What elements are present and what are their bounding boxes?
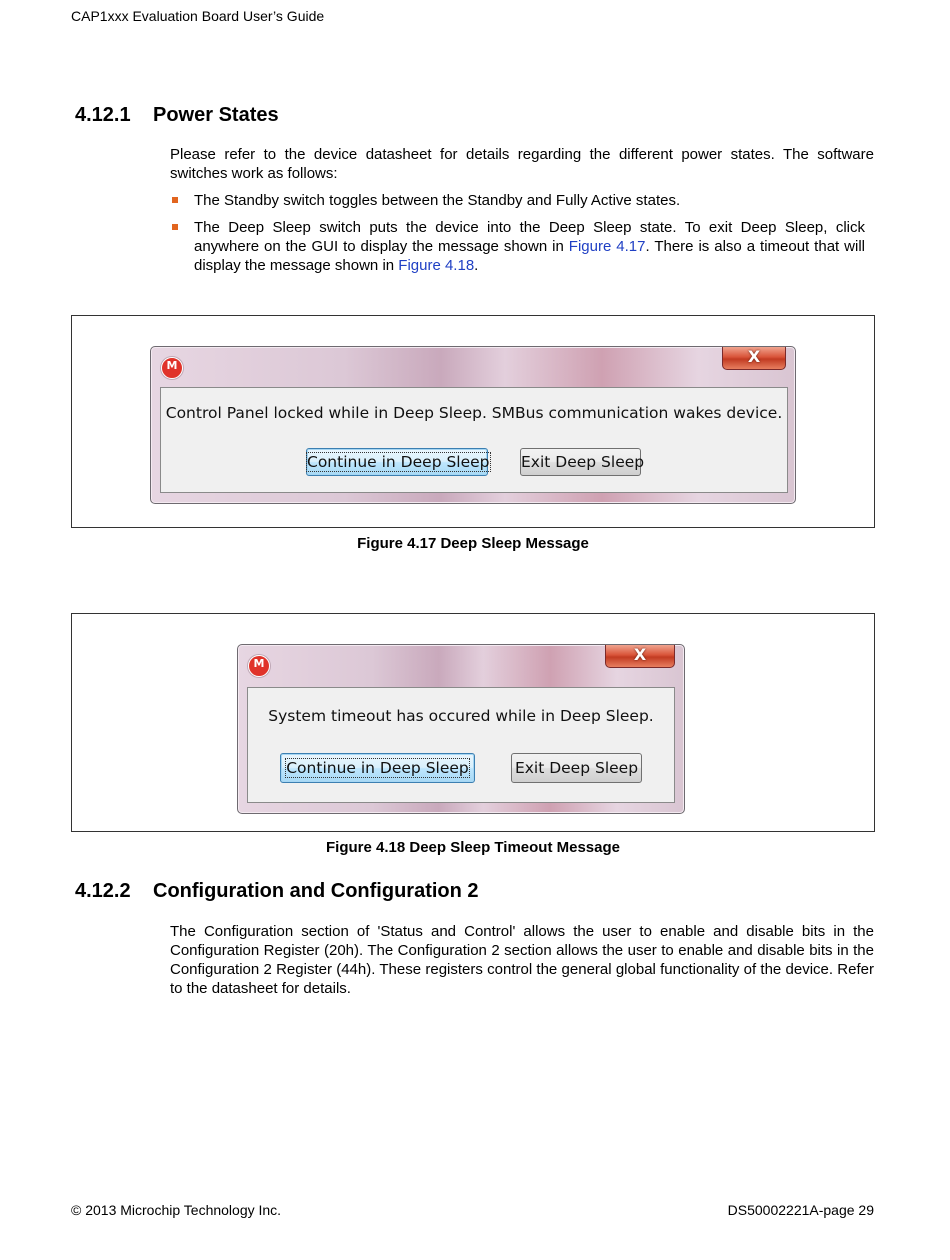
power-states-list <box>170 191 865 283</box>
exit-deep-sleep-button[interactable]: Exit Deep Sleep <box>520 448 641 476</box>
close-button[interactable] <box>722 347 786 370</box>
bullet-icon <box>172 224 178 230</box>
figure-4-17-caption: Figure 4.17 Deep Sleep Message <box>357 535 589 552</box>
timeout-dialog <box>237 644 685 814</box>
bullet-text: The Deep Sleep switch puts the device into the Deep Sleep state. To exit Deep Sleep, click anywhere on the GUI to display the message shown in <box>194 219 865 255</box>
bullet-text: . There is also a timeout that will display the message shown in <box>194 238 865 274</box>
continue-in-deep-sleep-button[interactable]: Continue in Deep Sleep <box>280 753 475 783</box>
bullet-text: . <box>474 257 479 274</box>
figure-4-18-link[interactable]: Figure 4.18 <box>398 257 475 274</box>
close-icon: X <box>633 645 647 664</box>
figure-4-17-link[interactable]: Figure 4.17 <box>568 238 646 255</box>
section-number: 4.12.2 <box>75 880 131 902</box>
configuration-body: The Configuration section of 'Status and Control' allows the user to enable and disable bits in the Configuration Register (20h). The Configuration 2 section allows the user to enable and disable bits in the Configuration 2 Register (44h). These registers control the general global functionality of the device. Refer to the datasheet for details. <box>170 923 874 997</box>
dialog-message: Control Panel locked while in Deep Sleep. SMBus communication wakes device. <box>165 404 783 422</box>
section-heading-4-12-2 <box>75 880 479 903</box>
continue-in-deep-sleep-button[interactable]: Continue in Deep Sleep <box>306 448 488 476</box>
figure-4-17-frame <box>71 315 875 528</box>
dialog-message: System timeout has occured while in Deep Sleep. <box>268 707 654 725</box>
section-heading-4-12-1 <box>75 104 279 127</box>
dialog-client-area <box>247 687 675 803</box>
exit-deep-sleep-button[interactable]: Exit Deep Sleep <box>511 753 642 783</box>
figure-4-18-frame <box>71 613 875 832</box>
bullet-icon <box>172 197 178 203</box>
section-number: 4.12.1 <box>75 104 131 126</box>
dialog-client-area <box>160 387 788 493</box>
running-header: CAP1xxx Evaluation Board User’s Guide <box>71 8 325 24</box>
close-icon: X <box>747 347 761 366</box>
close-button[interactable] <box>605 645 675 668</box>
microchip-logo-icon: M <box>248 655 270 677</box>
section-title: Configuration and Configuration 2 <box>153 880 479 902</box>
section-title: Power States <box>153 104 279 126</box>
list-item <box>170 218 865 275</box>
deep-sleep-dialog <box>150 346 796 504</box>
bullet-text: The Standby switch toggles between the Standby and Fully Active states. <box>194 192 681 209</box>
figure-4-18-caption: Figure 4.18 Deep Sleep Timeout Message <box>326 839 620 856</box>
list-item <box>170 191 865 210</box>
microchip-logo-icon: M <box>161 357 183 379</box>
footer-copyright: © 2013 Microchip Technology Inc. <box>71 1202 282 1218</box>
footer-page-ref: DS50002221A-page 29 <box>727 1202 874 1218</box>
power-states-intro: Please refer to the device datasheet for details regarding the different power states. The software switches work as follows: <box>170 146 874 182</box>
